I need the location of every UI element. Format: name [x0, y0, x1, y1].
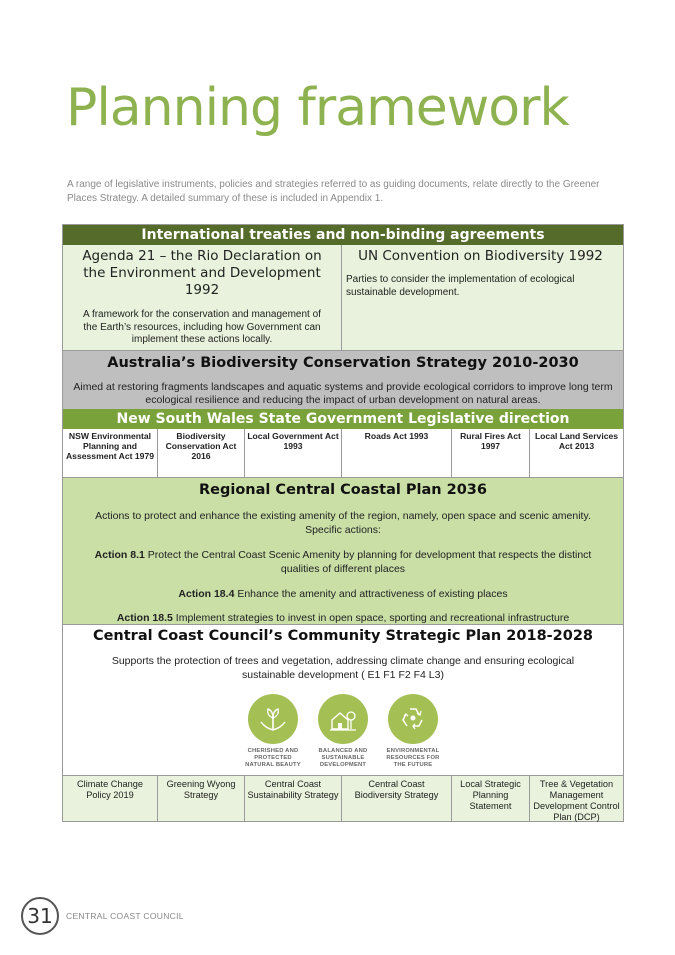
regional-action [77, 611, 609, 625]
nsw-item: Local Land Services Act 2013 [534, 431, 619, 451]
regional-intro: Actions to protect and enhance the existing amenity of the region, namely, open space and scenic amenity. Specific actions: [95, 510, 591, 536]
icon-caption: CHERISHED AND PROTECTED NATURAL BEAUTY [245, 748, 301, 768]
action-text: Implement strategies to invest in open space, sporting and recreational infrastructure [175, 612, 570, 624]
footer-label: CENTRAL COAST COUNCIL [66, 911, 184, 921]
un-convention-cell [342, 245, 623, 350]
action-text: Protect the Central Coast Scenic Amenity by planning for development that respects the distinct qualities of different places [147, 549, 592, 575]
page-number: 31 [21, 897, 59, 935]
house-tree-icon [318, 694, 368, 744]
un-convention-text: Parties to consider the implementation of ecological sustainable development. [346, 274, 575, 298]
local-item: Greening Wyong Strategy [158, 776, 245, 821]
community-text: Supports the protection of trees and vegetation, addressing climate change and ensuring ecological sustainable development ( E1 F1 F2 F4 L3) [111, 655, 575, 681]
local-item: Central Coast Biodiversity Strategy [342, 776, 452, 821]
nsw-legislation-row [63, 429, 623, 478]
icon-caption: ENVIRONMENTAL RESOURCES FOR THE FUTURE [386, 748, 440, 768]
local-item: Tree & Vegetation Management Development Control Plan (DCP) [533, 779, 620, 822]
nsw-item: Roads Act 1993 [342, 429, 452, 477]
action-text: Enhance the amenity and attractiveness of existing places [237, 588, 508, 600]
regional-action [77, 548, 609, 576]
international-heading: International treaties and non-binding agreements [63, 225, 623, 245]
australia-text: Aimed at restoring fragments landscapes and aquatic systems and provide ecological corridors to improve long term ecological resilience and reducing the impact of urban development on natural areas. [73, 381, 613, 406]
regional-action [77, 587, 609, 601]
nsw-item: Biodiversity Conservation Act 2016 [158, 429, 245, 477]
regional-section [63, 478, 623, 625]
planning-framework-table [62, 224, 624, 822]
un-convention-title: UN Convention on Biodiversity 1992 [358, 248, 603, 264]
local-item: Local Strategic Planning Statement [452, 776, 530, 821]
icon-caption: BALANCED AND SUSTAINABLE DEVELOPMENT [318, 748, 368, 768]
page-title: Planning framework [66, 78, 569, 138]
local-documents-row [63, 775, 623, 821]
international-row [63, 245, 623, 351]
recycle-icon [388, 694, 438, 744]
nsw-item: NSW Environmental Planning and Assessment Act 1979 [63, 429, 158, 477]
community-icons [87, 694, 599, 768]
agenda21-text: A framework for the conservation and management of the Earth’s resources, including how Government can implement these actions locally. [83, 309, 321, 345]
action-label: Action 8.1 [94, 549, 145, 561]
action-label: Action 18.5 [116, 612, 173, 624]
australia-section [63, 351, 623, 409]
local-item: Climate Change Policy 2019 [63, 776, 158, 821]
nsw-heading: New South Wales State Government Legislative direction [63, 409, 623, 429]
regional-heading: Regional Central Coastal Plan 2036 [199, 482, 487, 498]
agenda21-title: Agenda 21 – the Rio Declaration on the Environment and Development 1992 [82, 248, 322, 298]
action-label: Action 18.4 [178, 588, 235, 600]
nsw-item: Rural Fires Act 1997 [452, 429, 530, 477]
hands-plant-icon [248, 694, 298, 744]
australia-heading: Australia’s Biodiversity Conservation Strategy 2010-2030 [107, 355, 579, 371]
community-icon-item [244, 694, 302, 768]
agenda21-cell [63, 245, 342, 350]
community-icon-item [314, 694, 372, 768]
community-heading: Central Coast Council’s Community Strategic Plan 2018-2028 [92, 628, 594, 644]
intro-paragraph: A range of legislative instruments, policies and strategies referred to as guiding documents, relate directly to the Greener Places Strategy. A detailed summary of these is included in Appendix 1. [67, 179, 600, 204]
nsw-item: Local Government Act 1993 [245, 429, 342, 477]
community-icon-item [384, 694, 442, 768]
local-item: Central Coast Sustainability Strategy [245, 776, 342, 821]
community-section [63, 625, 623, 775]
